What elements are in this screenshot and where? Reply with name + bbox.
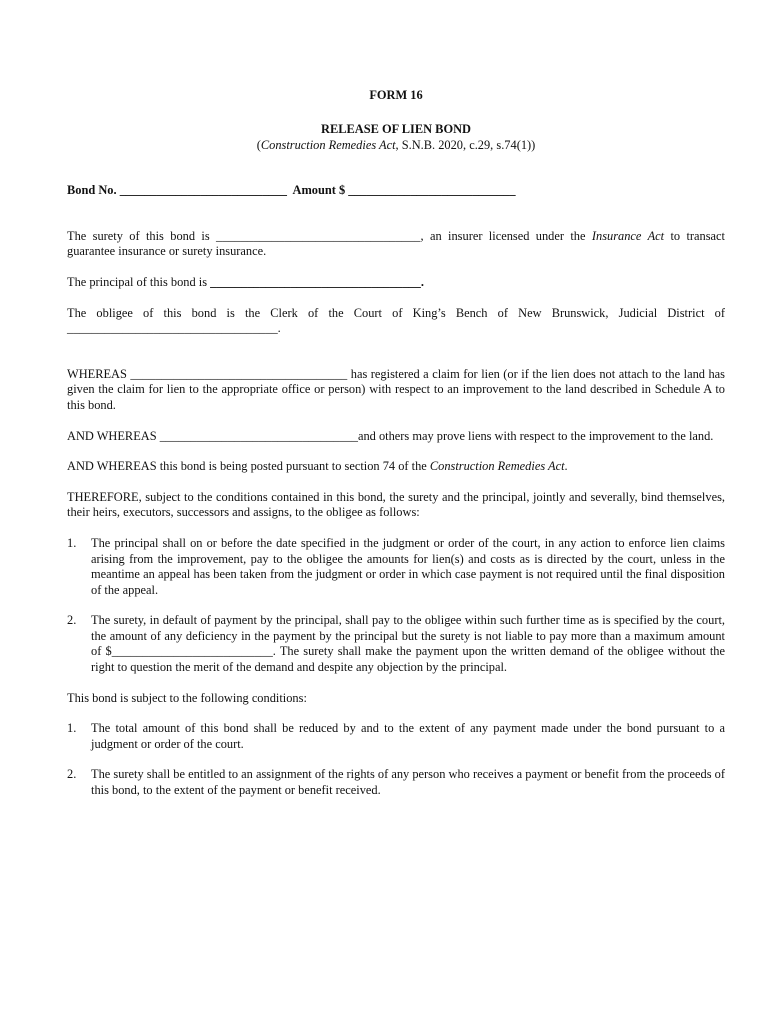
whereas3-pre: AND WHEREAS this bond is being posted pursuant to section 74 of the (67, 459, 430, 474)
bond-number-line (67, 183, 725, 199)
act-open: ( (256, 137, 261, 152)
list-number: 2. (67, 767, 77, 782)
insurance-act: Insurance Act (591, 228, 665, 243)
obligee-post: . (277, 321, 281, 336)
whereas3-post: . (564, 459, 568, 474)
obligee-text: The obligee of this bond is the Clerk of the Court of King’s Bench of New Brunswick, Judicial District of (67, 305, 725, 320)
list-item (67, 536, 725, 598)
list-text: The total amount of this bond shall be reduced by and to the extent of any payment made under the bond pursuant to a judgment or order of the court. (91, 721, 725, 751)
obligations-list (67, 536, 725, 676)
act-rest: , S.N.B. 2020, c.29, s.74(1)) (395, 137, 536, 152)
obligation2-post: . The surety shall make the payment upon the written demand of the obligee without the right to question the merit of the demand and despite any objection by the principal. (91, 644, 725, 675)
principal-post: . (420, 274, 424, 289)
amount-field: ___________________________ (348, 183, 516, 198)
list-item (67, 721, 725, 752)
obligee-paragraph (67, 306, 725, 337)
principal-paragraph (67, 275, 725, 291)
list-text: The principal shall on or before the date specified in the judgment or order of the court, in any action to enforce lien claims arising from the improvement, pay to the obligee the amounts for lien(s) and costs as is directed by the court, unless in the meantime an appeal has been taken from the judgment or order in which case payment is not required until the final disposition of the appeal. (91, 535, 725, 597)
whereas-others-paragraph (67, 429, 725, 445)
bond-no-label: Bond No. (67, 183, 117, 198)
act-citation (67, 138, 725, 154)
other-claimants-field: ________________________________ (159, 428, 358, 443)
document-page (67, 88, 725, 799)
form-number: FORM 16 (369, 88, 423, 102)
list-text (91, 613, 725, 675)
therefore-paragraph: THEREFORE, subject to the conditions contained in this bond, the surety and the principal, jointly and severally, bind themselves, their heirs, executors, successors and assigns, to the obligee as follows: (67, 489, 725, 520)
conditions-list (67, 721, 725, 798)
whereas2-post: and others may prove liens with respect to the improvement to the land. (357, 428, 714, 443)
act-name: Construction Remedies Act (260, 137, 396, 152)
maximum-amount-field: __________________________ (111, 644, 273, 659)
list-item (67, 767, 725, 798)
surety-post: to transact guarantee insurance or surety insurance. (67, 228, 726, 259)
surety-mid: , an insurer licensed under the (420, 228, 592, 243)
bond-no-field: ___________________________ (119, 183, 287, 198)
surety-paragraph (67, 229, 725, 260)
judicial-district-field: __________________________________ (67, 321, 278, 336)
list-number: 1. (67, 721, 77, 736)
claimant-name-field: ___________________________________ (130, 366, 348, 381)
obligation2-pre: The surety, in default of payment by the principal, shall pay to the obligee within such further time as is specified by the court, the amount of any deficiency in the payment by the principal but the surety is not liable to pay more than a maximum amount of $ (91, 613, 725, 659)
principal-name-field: __________________________________ (210, 274, 421, 289)
surety-name-field: _________________________________ (216, 228, 421, 243)
whereas1-pre: WHEREAS (67, 366, 131, 381)
whereas2-pre: AND WHEREAS (67, 428, 160, 443)
list-text: The surety shall be entitled to an assignment of the rights of any person who receives a payment or benefit from the proceeds of this bond, to the extent of the payment or benefit received. (91, 767, 725, 798)
whereas3-act: Construction Remedies Act (429, 459, 565, 474)
principal-pre: The principal of this bond is (67, 274, 211, 289)
list-number: 1. (67, 535, 77, 550)
document-title: RELEASE OF LIEN BOND (321, 122, 471, 136)
conditions-intro: This bond is subject to the following conditions: (67, 690, 307, 705)
whereas-posted-paragraph (67, 459, 725, 475)
surety-pre: The surety of this bond is (67, 228, 217, 243)
whereas1-post: has registered a claim for lien (or if the lien does not attach to the land has given the claim for lien to the appropriate office or person) with respect to an improvement to the land described in Schedule A to this bond. (67, 366, 725, 412)
list-number: 2. (67, 613, 77, 628)
amount-label: Amount $ (292, 183, 346, 198)
list-item (67, 613, 725, 675)
whereas-claimant-paragraph (67, 367, 725, 414)
